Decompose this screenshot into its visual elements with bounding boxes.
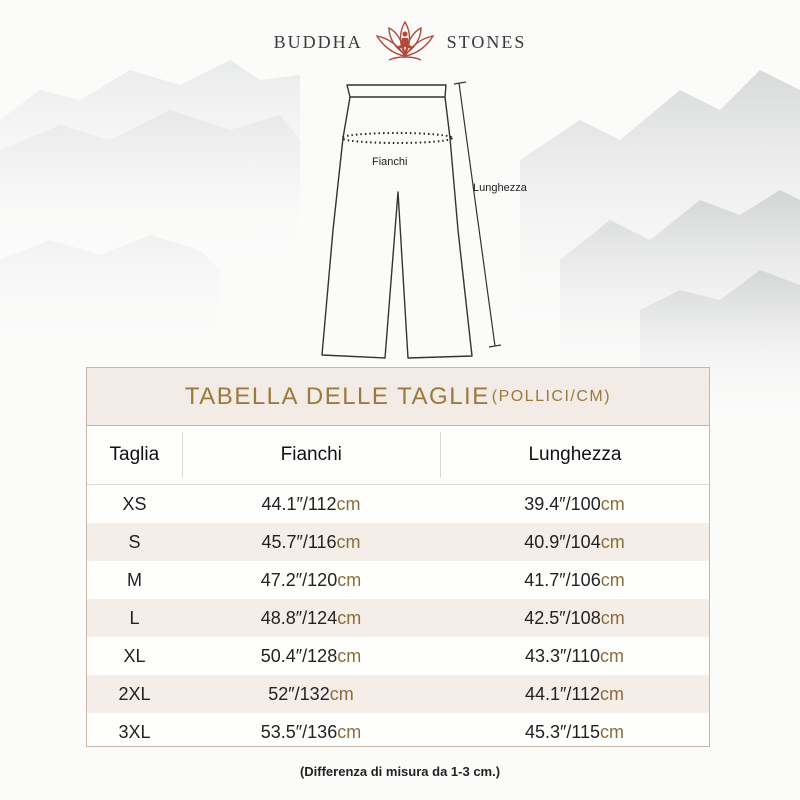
unit-cm: cm <box>329 683 354 704</box>
table-row <box>87 485 709 523</box>
wide-leg-pants-icon <box>0 0 800 370</box>
hips-cell: 47.2″/120cm <box>260 569 362 590</box>
hips-cell: 50.4″/128cm <box>260 645 362 666</box>
table-body <box>87 485 709 751</box>
hips-cell: 45.7″/116cm <box>261 531 361 552</box>
brand-name-left: BUDDHA <box>273 31 363 52</box>
table-title: TABELLA DELLE TAGLIE <box>184 382 490 410</box>
table-header-row <box>87 426 709 485</box>
unit-cm: cm <box>336 531 361 552</box>
unit-cm: cm <box>600 721 625 742</box>
hips-label: Fianchi <box>372 156 408 168</box>
length-cell: 45.3″/115cm <box>524 721 625 742</box>
unit-cm: cm <box>337 569 362 590</box>
length-label: Lunghezza <box>473 182 527 194</box>
table-row <box>87 637 709 675</box>
header-size: Taglia <box>109 444 160 465</box>
unit-cm: cm <box>337 645 362 666</box>
size-cell: L <box>129 607 140 628</box>
brand-name-right: STONES <box>446 31 527 52</box>
table-title-unit: (POLLICI/CM) <box>491 387 612 405</box>
table-row <box>87 561 709 599</box>
size-cell: XS <box>122 493 147 514</box>
unit-cm: cm <box>337 607 362 628</box>
length-cell: 43.3″/110cm <box>524 645 625 666</box>
hips-cell: 44.1″/112cm <box>261 493 361 514</box>
table-row <box>87 599 709 637</box>
header-hips: Fianchi <box>280 444 342 465</box>
unit-cm: cm <box>600 683 625 704</box>
unit-cm: cm <box>336 493 361 514</box>
unit-cm: cm <box>600 645 625 666</box>
size-chart-table <box>86 367 710 747</box>
size-cell: 3XL <box>118 721 151 742</box>
unit-cm: cm <box>600 493 625 514</box>
size-cell: S <box>128 531 141 552</box>
size-cell: XL <box>123 645 146 666</box>
table-title-bar <box>87 368 709 426</box>
unit-cm: cm <box>337 721 362 742</box>
length-cell: 40.9″/104cm <box>524 531 625 552</box>
unit-cm: cm <box>600 531 625 552</box>
table-row <box>87 675 709 713</box>
length-cell: 41.7″/106cm <box>524 569 625 590</box>
hips-cell: 52″/132cm <box>268 683 354 704</box>
length-cell: 42.5″/108cm <box>524 607 625 628</box>
hips-cell: 48.8″/124cm <box>260 607 362 628</box>
table-row <box>87 713 709 751</box>
size-cell: M <box>127 569 142 590</box>
measurement-note: (Differenza di misura da 1-3 cm.) <box>299 764 501 779</box>
header-length: Lunghezza <box>528 444 622 465</box>
hips-cell: 53.5″/136cm <box>260 721 362 742</box>
unit-cm: cm <box>600 569 625 590</box>
length-cell: 39.4″/100cm <box>524 493 625 514</box>
size-cell: 2XL <box>118 683 151 704</box>
unit-cm: cm <box>600 607 625 628</box>
table-row <box>87 523 709 561</box>
length-cell: 44.1″/112cm <box>524 683 625 704</box>
